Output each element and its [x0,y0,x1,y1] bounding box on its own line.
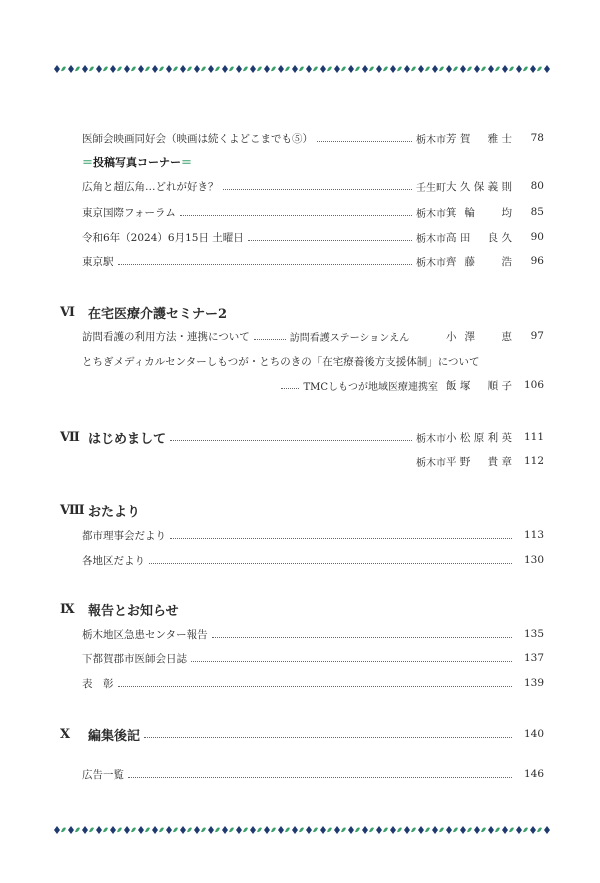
leader-dots [118,264,413,265]
entry-page: 146 [523,768,544,780]
entry-title: 東京国際フォーラム [82,206,176,219]
toc-entry-continuation[interactable] [82,376,544,394]
entry-author: 平野 貴章 [446,455,512,468]
leader-dots [317,141,412,142]
entry-page: 135 [523,628,544,640]
leader-dots [144,737,512,738]
entry-page: 97 [530,330,544,342]
entry-page: 80 [530,180,544,192]
section-heading-6[interactable] [60,302,544,322]
diamond-leaf-icon [50,823,550,837]
entry-page: 112 [523,455,544,467]
entry-page: 78 [530,132,544,144]
section-number: Ⅶ [60,429,80,445]
section-title: はじめまして [88,431,167,447]
entry-author: 芳賀 雅士 [446,132,512,145]
toc-entry[interactable] [82,203,544,221]
entry-title: 医師会映画同好会（映画は続くよどこまでも⑤） [82,132,313,145]
diamond-leaf-icon [50,62,550,76]
entry-page: 106 [523,379,544,391]
entry-title: 広告一覧 [82,768,124,781]
leader-dots [118,686,513,687]
leader-dots [281,388,299,389]
leader-dots [248,240,412,241]
toc-entry[interactable] [82,765,544,783]
entry-author: 小松原利英 [446,431,512,444]
entry-title: とちぎメディカルセンターしもつが・とちのきの「在宅療養後方支援体制」について [82,355,480,368]
leader-dots [170,538,512,539]
leader-dots [254,339,286,340]
section-title: 在宅医療介護セミナー2 [88,306,228,322]
entry-page: 85 [530,206,544,218]
leader-dots [180,215,412,216]
section-title: おたより [88,504,141,520]
section-heading-9[interactable] [60,599,544,619]
entry-location: 栃木市 [416,433,446,445]
leader-dots [149,563,512,564]
heading-label: 投稿写真コーナー [93,156,181,169]
entry-page: 130 [523,554,544,566]
entry-location: 栃木市 [416,257,446,269]
heading-bar-left: ＝ [82,156,93,169]
toc-entry[interactable] [82,674,544,692]
entry-page: 137 [523,652,544,664]
entry-affiliation: TMCしもつが地域医療連携室 [303,381,438,393]
entry-title: 広角と超広角…どれが好き？ [82,180,219,193]
entry-title: 東京駅 [82,255,114,268]
entry-page: 96 [530,255,544,267]
entry-author: 飯塚 順子 [446,379,512,392]
section-title: 報告とお知らせ [88,603,179,619]
entry-author: 高田 良久 [446,231,512,244]
toc-entry[interactable] [82,452,544,470]
entry-location: 栃木市 [416,457,446,469]
section-number: Ⅸ [60,601,75,617]
entry-title: 令和6年（2024）6月15日 土曜日 [82,231,244,244]
section-title: 編集後記 [88,728,141,744]
entry-location: 栃木市 [416,233,446,245]
toc-entry[interactable] [82,177,544,195]
section-number: Ⅷ [60,502,85,518]
toc-entry[interactable] [82,526,544,544]
heading-bar-right: ＝ [181,156,192,169]
section-number: Ⅹ [60,726,71,742]
entry-title: 栃木地区急患センター報告 [82,628,208,641]
toc-entry[interactable] [82,551,544,569]
photo-corner-heading [82,154,192,170]
entry-location: 壬生町 [416,182,446,194]
entry-title: 下都賀郡市医師会日誌 [82,652,187,665]
entry-location: 栃木市 [416,134,446,146]
entry-author: 小澤 恵 [446,330,512,343]
bottom-ornament-border [50,823,550,837]
entry-page: 140 [523,728,544,740]
toc-entry[interactable] [82,327,544,345]
leader-dots [170,440,412,441]
toc-entry[interactable] [82,352,544,370]
entry-author: 大久保義則 [446,180,512,193]
entry-title: 各地区だより [82,554,145,567]
entry-title: 都市理事会だより [82,529,166,542]
entry-affiliation: 訪問看護ステーションえん [289,332,410,344]
section-heading-7[interactable] [60,427,544,447]
entry-title: 訪問看護の利用方法・連携について [82,330,250,343]
leader-dots [223,189,413,190]
toc-entry[interactable] [82,228,544,246]
entry-page: 139 [523,677,544,689]
section-heading-8[interactable] [60,500,544,520]
entry-page: 113 [523,529,544,541]
toc-entry[interactable] [82,129,544,147]
toc-entry[interactable] [82,252,544,270]
entry-page: 111 [523,431,544,443]
entry-title: 表 彰 [82,677,114,690]
section-number: Ⅵ [60,304,75,320]
entry-page: 90 [530,231,544,243]
top-ornament-border [50,62,550,76]
leader-dots [191,661,512,662]
section-heading-10[interactable] [60,724,544,744]
entry-location: 栃木市 [416,208,446,220]
entry-author: 齊藤 浩 [446,255,512,268]
entry-author: 箕輪 均 [446,206,512,219]
leader-dots [128,777,512,778]
toc-entry[interactable] [82,625,544,643]
leader-dots [212,637,512,638]
toc-entry[interactable] [82,649,544,667]
